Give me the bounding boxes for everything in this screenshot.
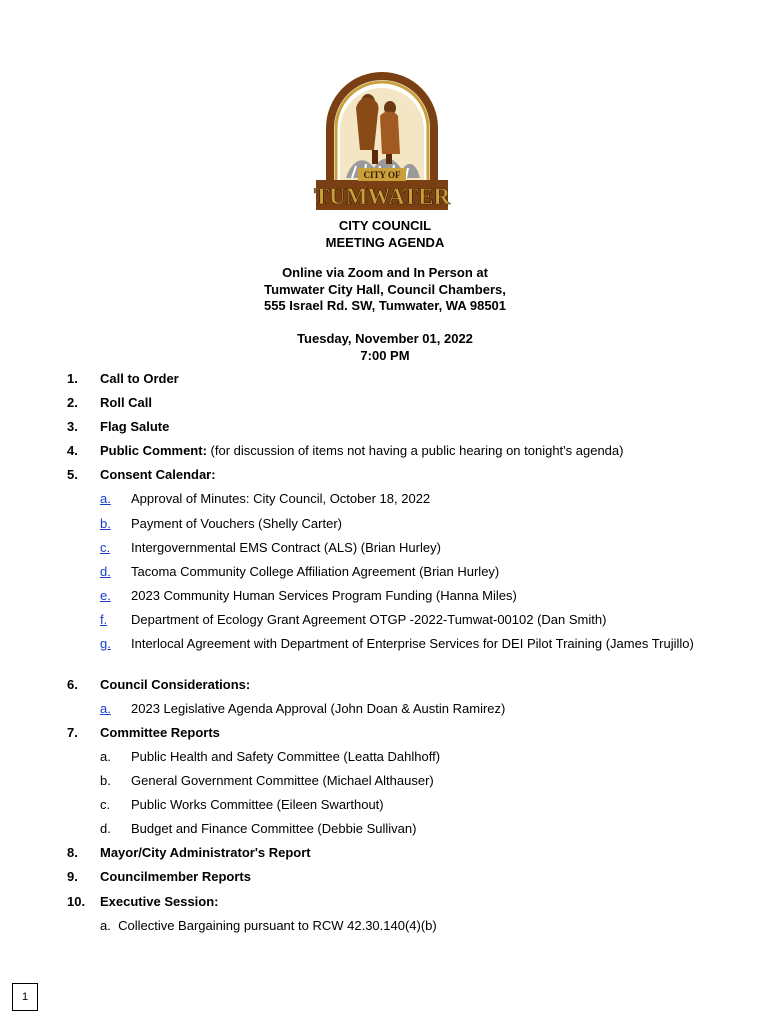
- item-label: Consent Calendar:: [100, 467, 216, 482]
- logo-text-top: CITY OF: [363, 170, 401, 180]
- agenda-title: [0, 218, 770, 251]
- consent-item-c-link[interactable]: c.: [100, 540, 111, 555]
- item-number: 1.: [67, 371, 78, 386]
- city-of-tumwater-logo: [312, 70, 452, 212]
- title-line-1: CITY COUNCIL: [338, 218, 432, 233]
- item-number: 3.: [67, 419, 78, 434]
- subitem-text: Approval of Minutes: City Council, October 18, 2022: [131, 491, 431, 506]
- subitem-text: Collective Bargaining pursuant to RCW 42.30.140(4)(b): [118, 918, 437, 933]
- item-note: (for discussion of items not having a public hearing on tonight's agenda): [206, 443, 624, 458]
- subitem-text: Budget and Finance Committee (Debbie Sullivan): [131, 821, 417, 836]
- subitem-text: Interlocal Agreement with Department of Enterprise Services for DEI Pilot Training (James Trujillo): [131, 636, 694, 651]
- item-label: Call to Order: [100, 371, 179, 386]
- item-label: Councilmember Reports: [100, 869, 251, 884]
- item-number: 6.: [67, 677, 78, 692]
- item-number: 9.: [67, 869, 78, 884]
- consent-item-f-link[interactable]: f.: [100, 612, 108, 627]
- logo-text-main: TUMWATER: [313, 184, 451, 209]
- meeting-date: Tuesday, November 01, 2022: [297, 331, 473, 346]
- subitem-text: Public Works Committee (Eileen Swarthout): [131, 797, 384, 812]
- consent-item-a-link[interactable]: a.: [100, 491, 111, 506]
- subitem-letter: d.: [100, 821, 111, 836]
- subitem-letter: c.: [100, 797, 111, 812]
- executive-subitem: [100, 918, 437, 934]
- subitem-text: Department of Ecology Grant Agreement OTGP -2022-Tumwat-00102 (Dan Smith): [131, 612, 607, 627]
- item-label: Flag Salute: [100, 419, 170, 434]
- title-line-2: MEETING AGENDA: [325, 234, 445, 250]
- subitem-text: General Government Committee (Michael Althauser): [131, 773, 434, 788]
- item-label: Roll Call: [100, 395, 153, 410]
- subitem-text: Public Health and Safety Committee (Leatta Dahlhoff): [131, 749, 441, 764]
- subitem-text: 2023 Community Human Services Program Funding (Hanna Miles): [131, 588, 517, 603]
- subitem-text: Tacoma Community College Affiliation Agreement (Brian Hurley): [131, 564, 500, 579]
- item-label: Mayor/City Administrator's Report: [100, 845, 311, 860]
- subitem-text: Intergovernmental EMS Contract (ALS) (Brian Hurley): [131, 540, 441, 555]
- meeting-location: [0, 265, 770, 315]
- item-number: 2.: [67, 395, 78, 410]
- item-label-wrap: [100, 443, 623, 459]
- item-number: 7.: [67, 725, 78, 740]
- subitem-letter: a.: [100, 918, 111, 933]
- meeting-time: 7:00 PM: [360, 347, 410, 363]
- subitem-text: 2023 Legislative Agenda Approval (John Doan & Austin Ramirez): [131, 701, 506, 716]
- consent-item-d-link[interactable]: d.: [100, 564, 111, 579]
- subitem-text: Payment of Vouchers (Shelly Carter): [131, 516, 342, 531]
- page-number: 1: [12, 983, 38, 1011]
- subitem-letter: b.: [100, 773, 111, 788]
- item-number: 10.: [67, 894, 86, 909]
- item-number: 4.: [67, 443, 78, 458]
- consent-item-g-link[interactable]: g.: [100, 636, 111, 651]
- subitem-letter: a.: [100, 749, 111, 764]
- item-label: Executive Session:: [100, 894, 219, 909]
- item-label: Public Comment:: [100, 443, 207, 458]
- meeting-datetime: [0, 331, 770, 364]
- item-number: 5.: [67, 467, 78, 482]
- item-label: Council Considerations:: [100, 677, 251, 692]
- location-line-3: 555 Israel Rd. SW, Tumwater, WA 98501: [263, 298, 507, 313]
- consent-item-e-link[interactable]: e.: [100, 588, 111, 603]
- item-number: 8.: [67, 845, 78, 860]
- location-line-2: Tumwater City Hall, Council Chambers,: [264, 281, 506, 297]
- consent-item-b-link[interactable]: b.: [100, 516, 111, 531]
- location-line-1: Online via Zoom and In Person at: [282, 265, 488, 280]
- item-label: Committee Reports: [100, 725, 220, 740]
- consideration-item-a-link[interactable]: a.: [100, 701, 111, 716]
